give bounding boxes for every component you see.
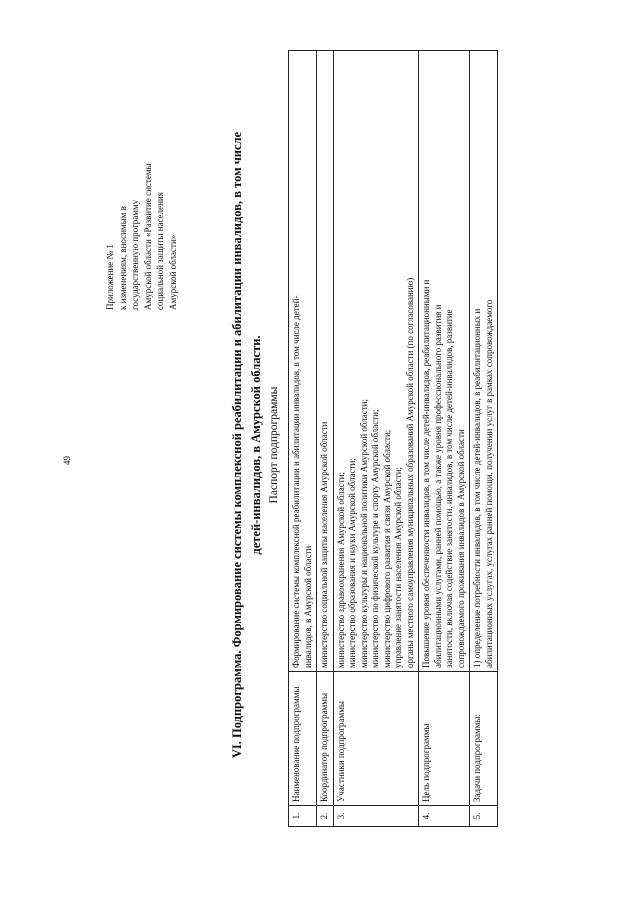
row-label: Цель подпрограммы bbox=[419, 672, 470, 806]
row-value bbox=[289, 51, 317, 672]
row-value bbox=[333, 51, 419, 672]
page-number: 49 bbox=[62, 456, 72, 465]
passport-table bbox=[288, 50, 498, 827]
appendix-line: к изменениям, вносимым в bbox=[117, 206, 128, 310]
value-line: инвалидов, в Амурской области bbox=[302, 545, 313, 668]
appendix-line: государственную программу bbox=[130, 199, 140, 310]
table-row bbox=[317, 51, 334, 827]
row-value bbox=[317, 51, 334, 672]
value-line: министерство культуры и национальной политики Амурской области; bbox=[358, 399, 369, 668]
row-number: 5. bbox=[470, 806, 498, 827]
appendix-line: социальной защиты населения bbox=[155, 192, 165, 310]
appendix-note bbox=[104, 80, 179, 310]
row-label: Участники подпрограммы bbox=[333, 672, 419, 806]
table-row bbox=[419, 51, 470, 827]
table-row bbox=[333, 51, 419, 827]
table-caption: Паспорт подпрограммы bbox=[268, 386, 280, 504]
row-number: 3. bbox=[333, 806, 419, 827]
value-line: министерство здравоохранения Амурской области; bbox=[335, 472, 346, 668]
row-label: Координатор подпрограммы bbox=[317, 672, 334, 806]
table-row bbox=[470, 51, 498, 827]
value-line: занятости, включая содействие занятости, инвалидов, в том числе детей-инвалидов, развитие bbox=[444, 309, 454, 668]
value-line: Повышение уровня обеспеченности инвалидов, в том числе детей-инвалидов, реабилитационными и bbox=[421, 279, 431, 668]
row-value bbox=[470, 51, 498, 672]
appendix-line: Амурской области «Развитие системы bbox=[142, 163, 153, 310]
section-heading bbox=[228, 65, 266, 825]
value-line: министерство социальной защиты населения Амурской области bbox=[319, 421, 329, 668]
value-line: абилитационными услугами, ранней помощью, а также уровня профессионального развития и bbox=[432, 304, 443, 668]
row-number: 1. bbox=[289, 806, 317, 827]
row-label: Задачи подпрограммы: bbox=[470, 672, 498, 806]
value-line: управление занятости населения Амурской области; bbox=[393, 466, 403, 668]
value-line: Формирование системы комплексной реабилитации и абилитации инвалидов, в том числе детей- bbox=[291, 295, 301, 668]
value-line: абилитационных услугах, услугах ранней помощи, получении услуг в рамках сопровождаемого bbox=[483, 299, 494, 668]
value-line: сопровождаемого проживания инвалидов в Амурской области bbox=[455, 429, 466, 668]
row-value bbox=[419, 51, 470, 672]
value-line: министерство образования и науки Амурской области; bbox=[347, 458, 357, 668]
row-number: 4. bbox=[419, 806, 470, 827]
value-line: министерство цифрового развития и связи Амурской области; bbox=[381, 429, 392, 668]
heading-line: VI. Подпрограмма. Формирование системы комплексной реабилитации и абилитации инвалидов, в том числе bbox=[230, 131, 244, 759]
table-row bbox=[289, 51, 317, 827]
appendix-line: Приложение № 1 bbox=[105, 244, 115, 310]
value-line: органы местного самоуправления муниципальных образований Амурской области (по согласованию) bbox=[404, 277, 415, 668]
row-number: 2. bbox=[317, 806, 334, 827]
value-line: 1) определение потребности инвалидов, в том числе детей-инвалидов, в реабилитационных и bbox=[472, 308, 482, 668]
appendix-line: Амурской области» bbox=[167, 234, 178, 310]
value-line: министерство по физической культуре и спорту Амурской области; bbox=[370, 409, 380, 668]
row-label: Наименование подпрограммы bbox=[289, 672, 317, 806]
heading-line: детей-инвалидов, в Амурской области. bbox=[249, 335, 263, 555]
